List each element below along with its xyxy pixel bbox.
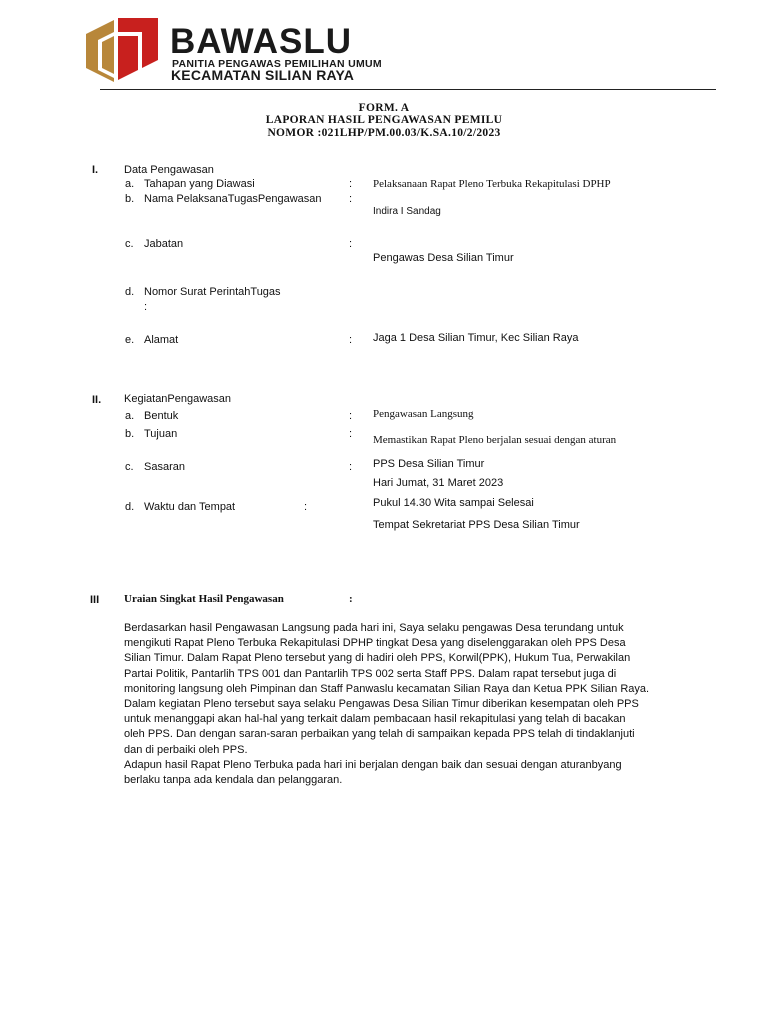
bawaslu-logo-icon xyxy=(84,16,160,84)
section-number: I. xyxy=(92,164,99,176)
field-colon: : xyxy=(349,178,353,190)
field-label: Sasaran xyxy=(144,461,185,473)
field-label: Waktu dan Tempat xyxy=(144,501,236,513)
report-number: NOMOR :021LHP/PM.00.03/K.SA.10/2/2023 xyxy=(267,127,501,139)
brand-subtitle: PANITIA PENGAWAS PEMILIHAN UMUM xyxy=(172,58,382,70)
row-letter: a. xyxy=(125,178,135,190)
field-value: Pengawas Desa Silian Timur xyxy=(373,252,514,264)
field-label: Tujuan xyxy=(144,428,178,440)
waktu-line: Tempat Sekretariat PPS Desa Silian Timur xyxy=(373,519,580,531)
section-title: Uraian Singkat Hasil Pengawasan xyxy=(124,593,284,605)
section-title: Data Pengawasan xyxy=(124,164,214,176)
field-value: Jaga 1 Desa Silian Timur, Kec Silian Raya xyxy=(373,332,579,344)
report-title: LAPORAN HASIL PENGAWASAN PEMILU xyxy=(265,114,503,126)
row-letter: a. xyxy=(125,410,135,422)
section-number: II. xyxy=(92,394,102,406)
header-divider xyxy=(100,89,716,90)
brand-district: KECAMATAN SILIAN RAYA xyxy=(171,67,355,83)
field-label: Bentuk xyxy=(144,410,179,422)
row-letter: b. xyxy=(125,193,135,205)
field-value: Memastikan Rapat Pleno berjalan sesuai dengan aturan xyxy=(373,434,617,446)
field-label: Jabatan xyxy=(144,238,184,250)
field-colon: : xyxy=(304,501,308,513)
waktu-line: Hari Jumat, 31 Maret 2023 xyxy=(373,477,504,489)
field-colon: : xyxy=(349,238,353,250)
row-letter: b. xyxy=(125,428,135,440)
field-value: Indira I Sandag xyxy=(373,206,441,217)
field-colon: : xyxy=(349,461,353,473)
field-value: PPS Desa Silian Timur xyxy=(373,458,485,470)
field-colon: : xyxy=(349,410,353,422)
field-colon: : xyxy=(349,428,353,440)
paragraph-line: dan di perbaiki oleh PPS. xyxy=(124,743,248,756)
paragraph-line: untuk menanggapi akan hal-hal yang terkait dalam pembacaan hasil rekapitulasi yang telah di bacakan xyxy=(124,713,626,726)
paragraph-line: berlaku tanpa ada kendala dan pelanggaran. xyxy=(124,774,343,787)
section-number: III xyxy=(90,594,100,606)
paragraph-line: oleh PPS. Dan dengan saran-saran perbaikan yang telah di sampaikan kepada PPS telah di tindaklanjuti xyxy=(124,728,635,741)
paragraph-line: Silian Timur. Dalam Rapat Pleno tersebut yang di hadiri oleh PPS, Korwil(PPK), Hukum Tua, Perwakilan xyxy=(124,652,631,665)
paragraph-line: Dalam kegiatan Pleno tersebut saya selaku Pengawas Desa Silian Timur diberikan kesempatan oleh PPS xyxy=(124,698,639,711)
row-letter: d. xyxy=(125,501,135,513)
waktu-line: Pukul 14.30 Wita sampai Selesai xyxy=(373,497,534,509)
brand-name: BAWASLU xyxy=(170,22,352,61)
paragraph-line: Berdasarkan hasil Pengawasan Langsung pada hari ini, Saya selaku pengawas Desa terundang untuk xyxy=(124,622,624,634)
row-letter: e. xyxy=(125,334,135,346)
field-label: Alamat xyxy=(144,334,179,346)
paragraph-line: monitoring langsung oleh Pimpinan dan Staff Panwaslu kecamatan Silian Raya dan Ketua PPK Silian Raya. xyxy=(124,682,650,695)
section-title: KegiatanPengawasan xyxy=(124,393,232,405)
field-colon: : xyxy=(144,301,148,313)
form-label: FORM. A xyxy=(358,102,410,114)
uraian-paragraph xyxy=(124,621,724,788)
field-colon: : xyxy=(349,334,353,346)
paragraph-line: mengikuti Rapat Pleno Terbuka Rekapitulasi DPHP tingkat Desa yang diselenggarakan oleh PPS Desa xyxy=(124,637,626,650)
field-value: Pelaksanaan Rapat Pleno Terbuka Rekapitulasi DPHP xyxy=(373,178,611,190)
row-letter: d. xyxy=(125,286,135,298)
field-label: Nomor Surat PerintahTugas xyxy=(144,286,281,298)
paragraph-line: Adapun hasil Rapat Pleno Terbuka pada hari ini berjalan dengan baik dan sesuai dengan aturanbyang xyxy=(124,758,622,771)
row-letter: c. xyxy=(125,461,134,473)
paragraph-line: Partai Politik, Pantarlih TPS 001 dan Pantarlih TPS 002 serta Staff PPS. Dalam rapat tersebut juga di xyxy=(124,667,617,680)
field-label: Tahapan yang Diawasi xyxy=(144,178,255,190)
field-colon: : xyxy=(349,593,353,605)
field-label: Nama PelaksanaTugasPengawasan xyxy=(144,193,322,205)
row-letter: c. xyxy=(125,238,134,250)
field-value: Pengawasan Langsung xyxy=(373,408,474,420)
field-colon: : xyxy=(349,193,353,205)
